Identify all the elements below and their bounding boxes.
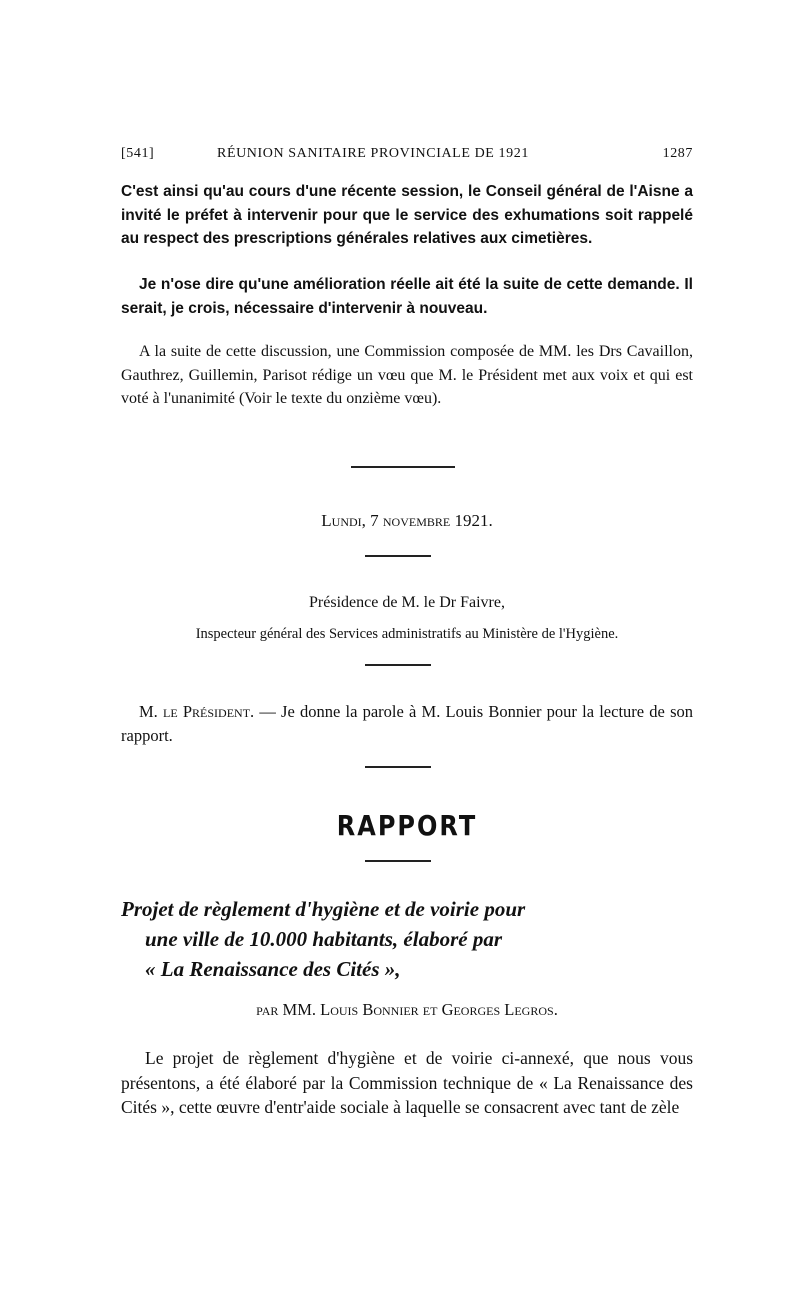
section-divider: [351, 466, 455, 468]
speech-text: — Je donne la parole à M. Louis Bonnier pour la lecture de son rapport.: [121, 702, 693, 745]
section-divider: [365, 664, 431, 666]
paragraph-commission-voeu: A la suite de cette discussion, une Commission composée de MM. les Drs Cavaillon, Gauthrez, Guillemin, Parisot rédige un vœu que M. le Président met aux voix et qui est voté à l'unanimité (Voir le texte du onzième vœu).: [121, 343, 693, 407]
report-title-line-1: Projet de règlement d'hygiène et de voirie pour: [121, 897, 526, 921]
report-title-line-3: « La Renaissance des Cités »,: [145, 957, 401, 981]
report-title-line-2: une ville de 10.000 habitants, élaboré par: [145, 927, 502, 951]
paragraph-intro: Le projet de règlement d'hygiène et de voirie ci-annexé, que nous vous présentons, a été élaboré par la Commission technique de « La Renaissance des Cités », cette œuvre d'entr'aide sociale à laquelle se consacrent avec tant de zèle: [121, 1048, 693, 1117]
session-date: Lundi, 7 novembre 1921.: [321, 511, 493, 530]
report-title: [121, 894, 693, 984]
inspecteur-line: Inspecteur général des Services administratifs au Ministère de l'Hygiène.: [195, 626, 619, 642]
presidence-line: Présidence de M. le Dr Faivre,: [309, 594, 505, 611]
running-head-title: RÉUNION SANITAIRE PROVINCIALE DE 1921: [217, 146, 529, 161]
rapport-heading: RAPPORT: [336, 809, 478, 843]
paragraph-aisne-council: C'est ainsi qu'au cours d'une récente session, le Conseil général de l'Aisne a invité le préfet à intervenir pour que le service des exhumations soit rappelé au respect des prescriptions générales relatives aux cimetières.: [121, 183, 693, 247]
president-speech: [121, 700, 693, 747]
paragraph-amelioration: Je n'ose dire qu'une amélioration réelle ait été la suite de cette demande. Il serait, je crois, nécessaire d'intervenir à nouveau.: [121, 276, 693, 317]
speaker-label: M. le Président.: [139, 702, 255, 721]
section-divider: [365, 766, 431, 768]
running-head: [121, 146, 693, 166]
report-authors: par MM. Louis Bonnier et Georges Legros.: [256, 1000, 558, 1019]
page-number: 1287: [662, 146, 693, 161]
section-divider: [365, 860, 431, 862]
section-divider: [365, 555, 431, 557]
running-head-section-number: [541]: [121, 146, 155, 161]
